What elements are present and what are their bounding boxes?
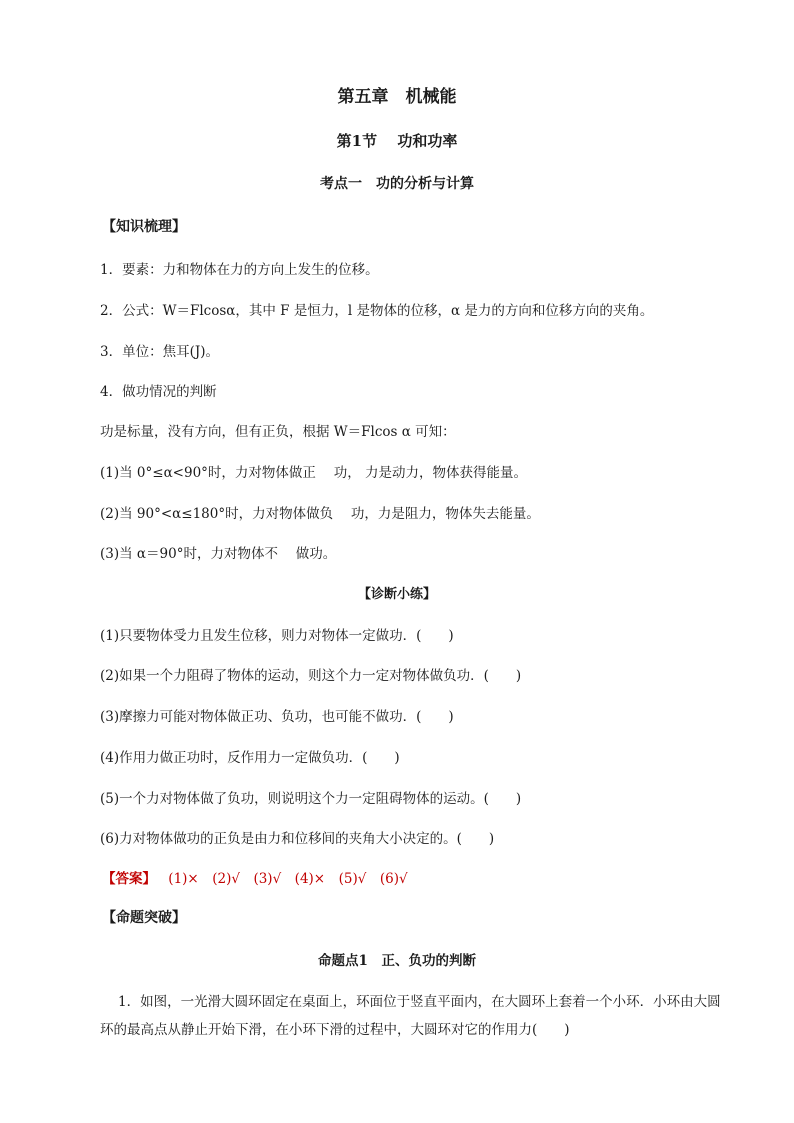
diagnosis-heading: 【诊断小练】: [357, 587, 436, 602]
answer-text: (1)× (2)√ (3)√ (4)× (5)√ (6)√: [168, 871, 408, 887]
answer-line: [102, 867, 408, 887]
proposition-title: 命题点1 正、负功的判断: [318, 953, 476, 969]
diagnosis-item: (2)如果一个力阻碍了物体的运动，则这个力一定对物体做负功．( ): [100, 668, 522, 684]
topic-title: 考点一 功的分析与计算: [320, 176, 474, 192]
diagnosis-item: (6)力对物体做功的正负是由力和位移间的夹角大小决定的。( ): [100, 831, 495, 847]
knowledge-item: 1．要素：力和物体在力的方向上发生的位移。: [100, 262, 379, 278]
section-title: 第1节 功和功率: [336, 132, 458, 150]
knowledge-heading: 【知识梳理】: [102, 219, 186, 235]
diagnosis-item: (1)只要物体受力且发生位移，则力对物体一定做功．( ): [100, 628, 454, 644]
diagnosis-item: (3)摩擦力可能对物体做正功、负功，也可能不做功．( ): [100, 709, 454, 725]
knowledge-item: 2．公式：W＝Flcosα，其中 F 是恒力，l 是物体的位移，α 是力的方向和位移方向的夹角。: [100, 303, 654, 319]
knowledge-item: (2)当 90°<α≤180°时，力对物体做负 功，力是阻力，物体失去能量。: [100, 506, 540, 522]
breakthrough-heading: 【命题突破】: [102, 910, 186, 926]
knowledge-item: (1)当 0°≤α<90°时，力对物体做正 功， 力是动力，物体获得能量。: [100, 465, 528, 481]
knowledge-item: 3．单位：焦耳(J)。: [100, 344, 220, 360]
knowledge-item: 4．做功情况的判断: [100, 384, 217, 400]
diagnosis-item: (5)一个力对物体做了负功，则说明这个力一定阻碍物体的运动。( ): [100, 791, 522, 807]
question-text: 1．如图，一光滑大圆环固定在桌面上，环面位于竖直平面内，在大圆环上套着一个小环．小环由大圆: [118, 994, 721, 1010]
question-text: 环的最高点从静止开始下滑，在小环下滑的过程中，大圆环对它的作用力( ): [100, 1022, 570, 1038]
knowledge-item: (3)当 α＝90°时，力对物体不 做功。: [100, 546, 337, 562]
answer-label: 【答案】: [102, 871, 156, 887]
knowledge-item: 功是标量，没有方向，但有正负，根据 W＝Flcos α 可知：: [100, 424, 456, 440]
chapter-title: 第五章 机械能: [337, 87, 457, 107]
diagnosis-item: (4)作用力做正功时，反作用力一定做负功．( ): [100, 750, 400, 766]
